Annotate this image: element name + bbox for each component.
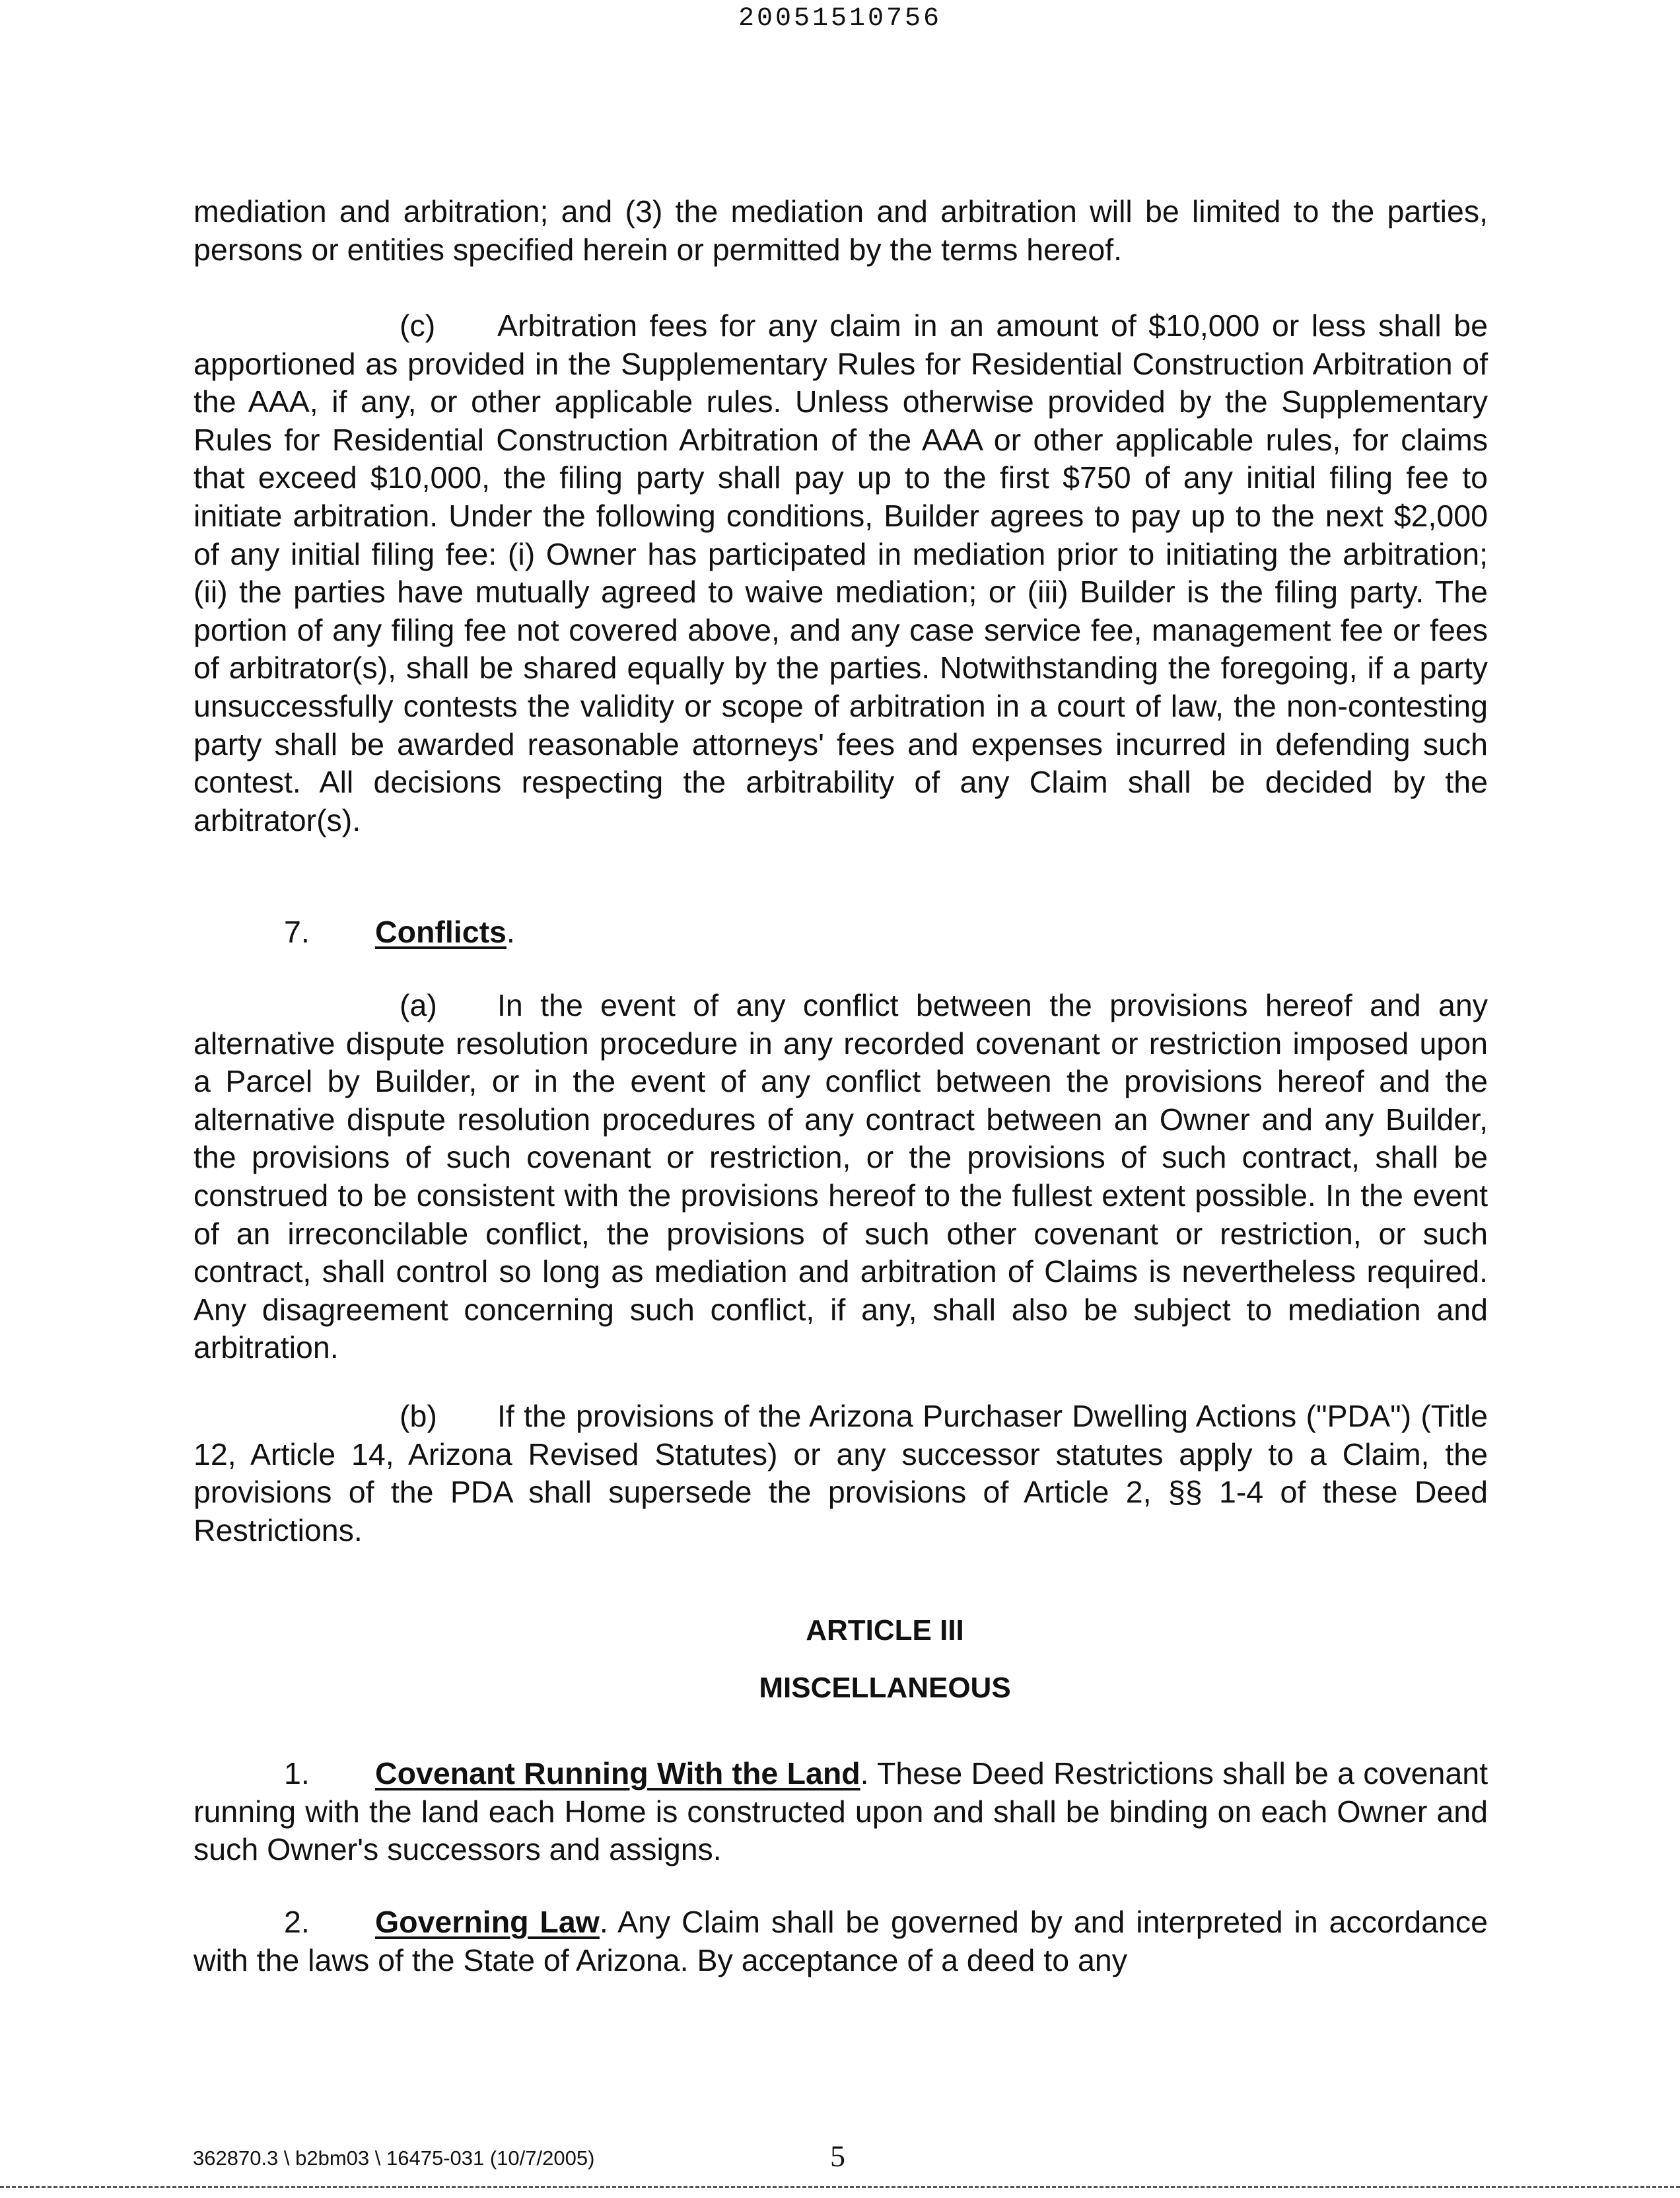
article-3-section-1 <box>193 1755 1488 1869</box>
paragraph-7b-text: If the provisions of the Arizona Purchaser Dwelling Actions ("PDA") (Title 12, Article 14, Arizona Revised Statutes) or any successor statutes apply to a Claim, the provisions of the PDA shall supersede the provisions of Article 2, §§ 1-4 of these Deed Restrictions. <box>193 1399 1488 1547</box>
continuation-text: mediation and arbitration; and (3) the mediation and arbitration will be limited to the parties, persons or entities specified herein or permitted by the terms hereof. <box>193 194 1488 267</box>
paragraph-6c-text: Arbitration fees for any claim in an amount of $10,000 or less shall be apportioned as provided in the Supplementary Rules for Residential Construction Arbitration of the AAA, if any, or other applicable rules. Unless otherwise provided by the Supplementary Rules for Residential Construction Arbitration of the AAA or other applicable rules, for claims that exceed $10,000, the filing party shall pay up to the first $750 of any initial filing fee to initiate arbitration. Under the following conditions, Builder agrees to pay up to the next $2,000 of any initial filing fee: (i) Owner has participated in mediation prior to initiating the arbitration; (ii) the parties have mutually agreed to waive mediation; or (iii) Builder is the filing party. The portion of any filing fee not covered above, and any case service fee, management fee or fees of arbitrator(s), shall be shared equally by the parties. Notwithstanding the foregoing, if a party unsuccessfully contests the validity or scope of arbitration in a court of law, the non-contesting party shall be awarded reasonable attorneys' fees and expenses incurred in defending such contest. All decisions respecting the arbitrability of any Claim shall be decided by the arbitrator(s). <box>193 308 1488 837</box>
scan-edge-divider <box>0 2186 1680 2188</box>
footer-reference: 362870.3 \ b2bm03 \ 16475-031 (10/7/2005) <box>193 2146 595 2170</box>
paragraph-7a <box>193 987 1488 1367</box>
section-7-number: 7. <box>284 915 310 949</box>
paragraph-7b-label: (b) <box>400 1399 437 1433</box>
paragraph-7b <box>193 1398 1488 1549</box>
article-heading <box>759 1612 1010 1650</box>
paragraph-7a-label: (a) <box>400 988 437 1022</box>
continuation-paragraph <box>193 193 1488 269</box>
article-number: ARTICLE III <box>806 1614 964 1647</box>
section-7-period: . <box>506 915 515 949</box>
article-3-section-2-text: . Any Claim shall be governed by and interpreted in accordance with the laws of the State of Arizona. By acceptance of a deed to any <box>193 1905 1488 1977</box>
article-3-section-1-title: Covenant Running With the Land <box>375 1756 860 1790</box>
article-3-section-1-number: 1. <box>284 1756 310 1790</box>
paragraph-6c <box>193 307 1488 839</box>
paragraph-6c-label: (c) <box>400 308 436 343</box>
article-3-section-2 <box>193 1903 1488 1979</box>
document-number: 20051510756 <box>738 4 942 34</box>
page-number: 5 <box>830 2139 845 2173</box>
section-7-heading <box>193 913 1488 952</box>
article-3-section-2-number: 2. <box>284 1905 310 1939</box>
article-title: MISCELLANEOUS <box>759 1672 1011 1704</box>
article-3-section-2-title: Governing Law <box>375 1905 600 1939</box>
paragraph-7a-text: In the event of any conflict between the provisions hereof and any alternative dispute resolution procedure in any recorded covenant or restriction imposed upon a Parcel by Builder, or in the event of any conflict between the provisions hereof and the alternative dispute resolution procedures of any contract between an Owner and any Builder, the provisions of such covenant or restriction, or the provisions of such contract, shall be construed to be consistent with the provisions hereof to the fullest extent possible. In the event of an irreconcilable conflict, the provisions of such other covenant or restriction, or such contract, shall control so long as mediation and arbitration of Claims is nevertheless required. Any disagreement concerning such conflict, if any, shall also be subject to mediation and arbitration. <box>193 988 1488 1365</box>
article-3-section-1-text: . These Deed Restrictions shall be a covenant running with the land each Home is constructed upon and shall be binding on each Owner and such Owner's successors and assigns. <box>193 1756 1488 1867</box>
section-7-title: Conflicts <box>375 915 507 949</box>
article-title-block <box>680 1669 1090 1707</box>
